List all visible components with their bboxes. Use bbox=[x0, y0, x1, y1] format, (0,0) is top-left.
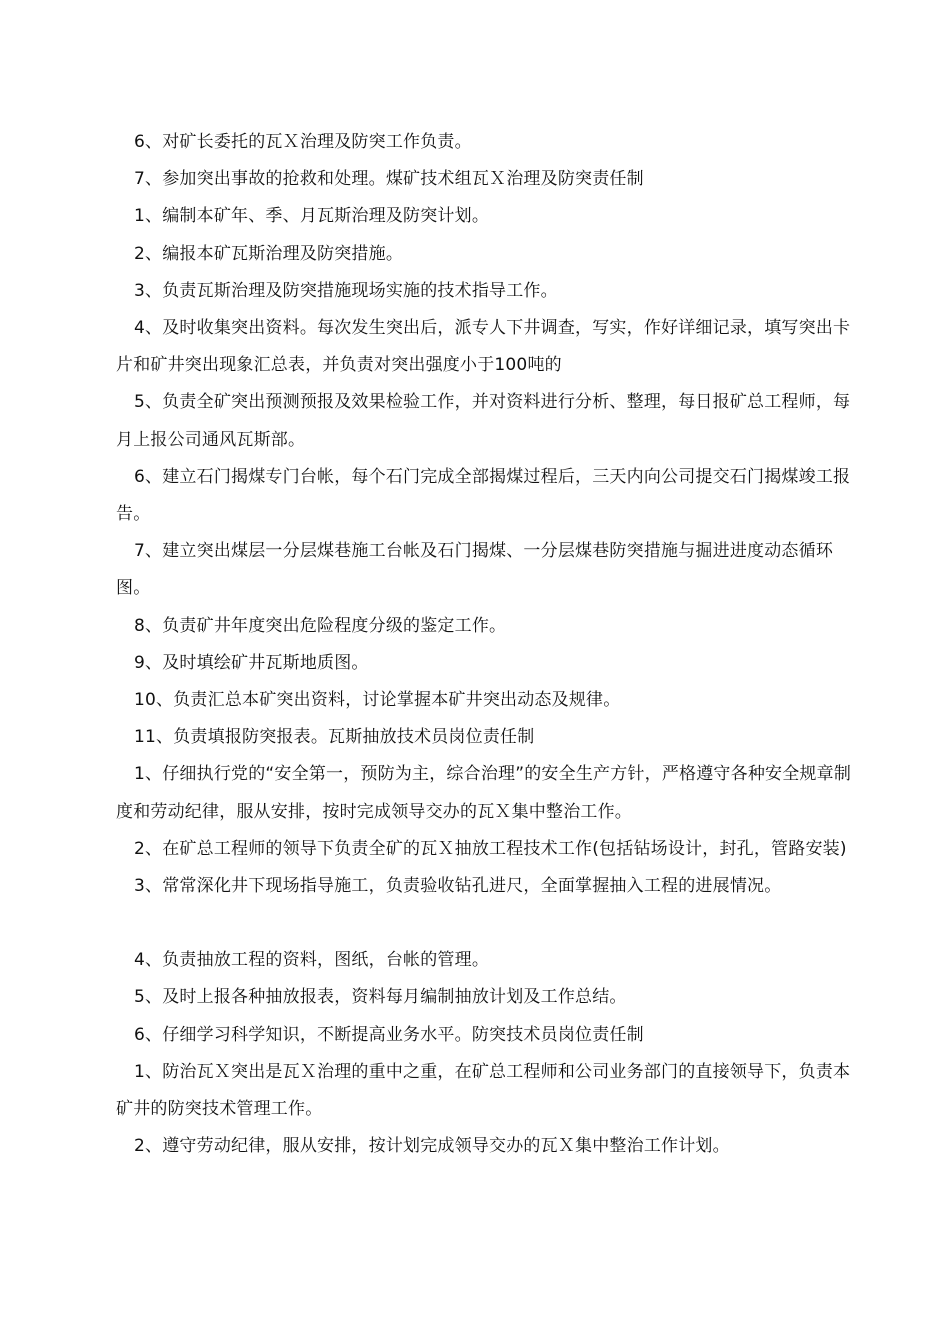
paragraph: 4、及时收集突出资料。每次发生突出后，派专人下井调查，写实，作好详细记录，填写突出卡片和矿井突出现象汇总表，并负责对突出强度小于100吨的 bbox=[116, 318, 851, 376]
paragraph: 1、编制本矿年、季、月瓦斯治理及防突计划。 bbox=[134, 206, 490, 227]
paragraph: 7、参加突出事故的抢救和处理。煤矿技术组瓦Ｘ治理及防突责任制 bbox=[134, 169, 644, 190]
paragraph: 2、编报本矿瓦斯治理及防突措施。 bbox=[134, 243, 404, 264]
paragraph: 6、对矿长委托的瓦Ｘ治理及防突工作负责。 bbox=[134, 132, 472, 152]
blank-line bbox=[116, 905, 856, 942]
paragraph: 1、仔细执行党的“安全第一，预防为主，综合治理”的安全生产方针，严格遵守各种安全规章制度和劳动纪律，服从安排，按时完成领导交办的瓦Ｘ集中整治工作。 bbox=[116, 764, 852, 822]
paragraph: 1、防治瓦Ｘ突出是瓦Ｘ治理的重中之重，在矿总工程师和公司业务部门的直接领导下，负责本矿井的防突技术管理工作。 bbox=[116, 1061, 851, 1120]
paragraph: 5、负责全矿突出预测预报及效果检验工作，并对资料进行分析、整理，每日报矿总工程师，每月上报公司通风瓦斯部。 bbox=[116, 392, 851, 450]
paragraph: 6、建立石门揭煤专门台帐，每个石门完成全部揭煤过程后，三天内向公司提交石门揭煤竣工报告。 bbox=[116, 466, 851, 525]
paragraph: 2、在矿总工程师的领导下负责全矿的瓦Ｘ抽放工程技术工作(包括钻场设计，封孔，管路安装) bbox=[134, 838, 847, 859]
paragraph: 11、负责填报防突报表。瓦斯抽放技术员岗位责任制 bbox=[134, 727, 535, 748]
paragraph: 2、遵守劳动纪律，服从安排，按计划完成领导交办的瓦Ｘ集中整治工作计划。 bbox=[134, 1136, 730, 1157]
paragraph: 5、及时上报各种抽放报表，资料每月编制抽放计划及工作总结。 bbox=[134, 987, 627, 1008]
document-body bbox=[116, 124, 856, 1165]
paragraph: 10、负责汇总本矿突出资料，讨论掌握本矿井突出动态及规律。 bbox=[134, 690, 621, 711]
paragraph: 9、及时填绘矿井瓦斯地质图。 bbox=[134, 652, 369, 673]
paragraph: 7、建立突出煤层一分层煤巷施工台帐及石门揭煤、一分层煤巷防突措施与掘进进度动态循环图。 bbox=[116, 541, 834, 599]
paragraph: 3、负责瓦斯治理及防突措施现场实施的技术指导工作。 bbox=[134, 280, 558, 301]
paragraph: 3、常常深化井下现场指导施工，负责验收钻孔进尺，全面掌握抽入工程的进展情况。 bbox=[134, 876, 782, 897]
paragraph: 8、负责矿井年度突出危险程度分级的鉴定工作。 bbox=[134, 615, 507, 636]
paragraph: 4、负责抽放工程的资料，图纸，台帐的管理。 bbox=[134, 950, 490, 971]
paragraph: 6、仔细学习科学知识，不断提高业务水平。防突技术员岗位责任制 bbox=[134, 1024, 644, 1045]
